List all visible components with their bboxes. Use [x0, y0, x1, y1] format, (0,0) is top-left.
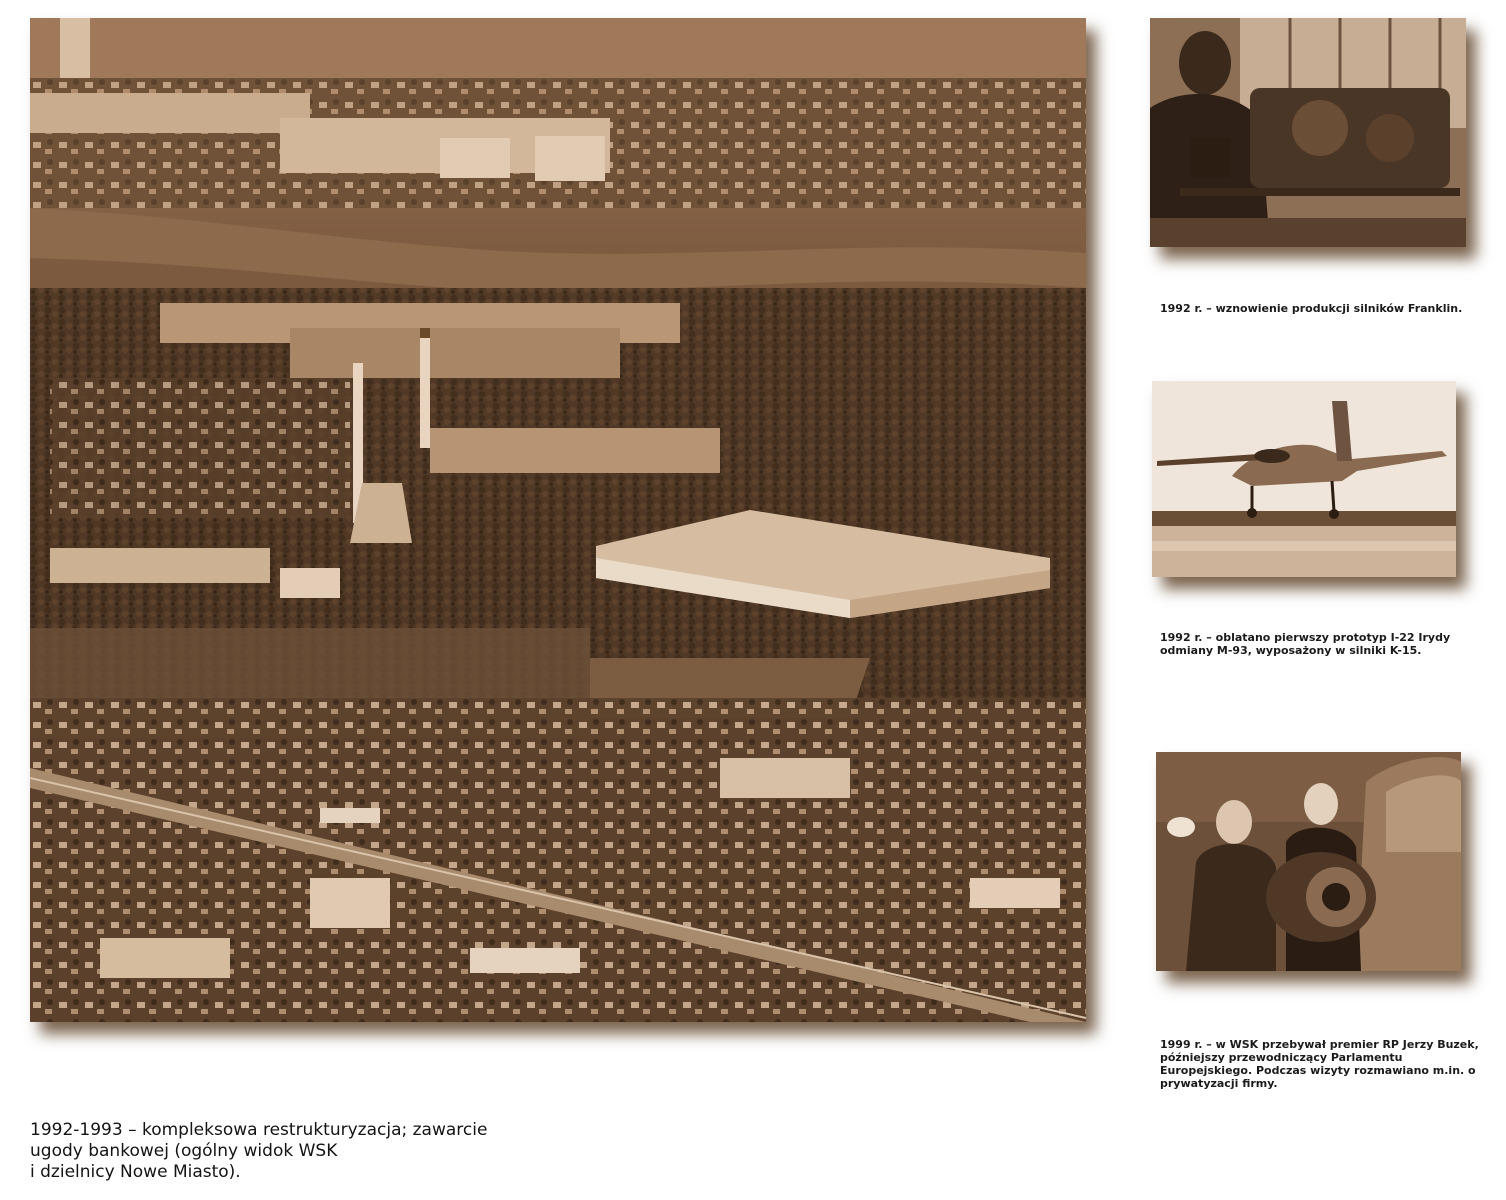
caption-line: Europejskiego. Podczas wizyty rozmawiano m.in. o [1160, 1064, 1476, 1077]
caption-line: 1992 r. – wznowienie produkcji silników Franklin. [1160, 302, 1463, 315]
photo-iryda-jet [1152, 381, 1456, 577]
caption-line: odmiany M-93, wyposażony w silniki K-15. [1160, 644, 1422, 657]
main-caption-line: 1992-1993 – kompleksowa restrukturyzacja; zawarcie [30, 1120, 488, 1140]
aerial-photo-image [30, 18, 1086, 1022]
photo-iryda-jet-image [1152, 381, 1456, 577]
main-caption-line: i dzielnicy Nowe Miasto). [30, 1162, 241, 1182]
photo-buzek-visit [1156, 752, 1461, 971]
caption-iryda-jet [1160, 631, 1460, 657]
aerial-photo-wsk [30, 18, 1086, 1022]
caption-line: późniejszy przewodniczący Parlamentu [1160, 1051, 1403, 1064]
main-caption [30, 1120, 590, 1183]
caption-line: prywatyzacji firmy. [1160, 1077, 1278, 1090]
photo-franklin-engine [1150, 18, 1466, 247]
caption-line: 1999 r. – w WSK przebywał premier RP Jerzy Buzek, [1160, 1038, 1479, 1051]
photo-buzek-visit-image [1156, 752, 1461, 971]
main-caption-line: ugody bankowej (ogólny widok WSK [30, 1141, 338, 1161]
caption-buzek-visit [1160, 1038, 1479, 1090]
photo-franklin-engine-image [1150, 18, 1466, 247]
caption-franklin-engine [1160, 302, 1463, 315]
caption-line: 1992 r. – oblatano pierwszy prototyp I-22 Irydy [1160, 631, 1451, 644]
